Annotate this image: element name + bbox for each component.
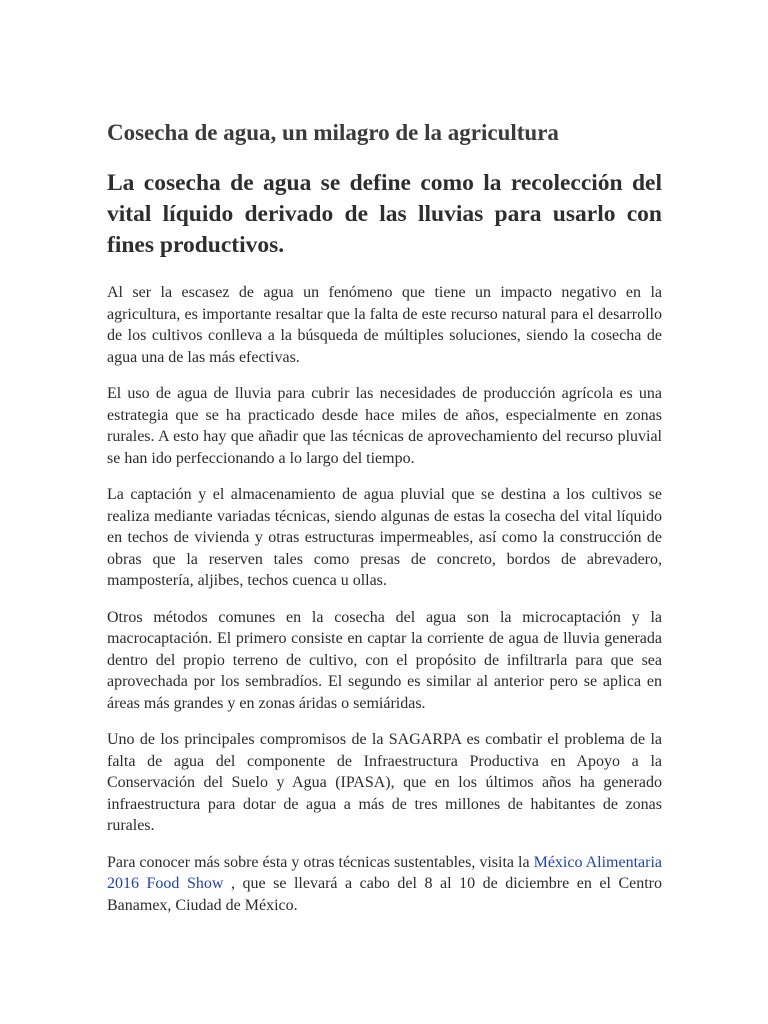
document-page: [107, 118, 662, 931]
closing-paragraph: [107, 852, 662, 917]
paragraph-3: La captación y el almacenamiento de agua pluvial que se destina a los cultivos se realiza mediante variadas técnicas, siendo algunas de estas la cosecha del vital líquido en techos de vivienda y otras estructuras impermeables, así como la construcción de obras que la reserven tales como presas de concreto, bordos de abrevadero, mampostería, aljibes, techos cuenca u ollas.: [107, 486, 662, 589]
article-title: Cosecha de agua, un milagro de la agricultura: [107, 120, 559, 145]
article-subtitle: La cosecha de agua se define como la recolección del vital líquido derivado de las lluvias para usarlo con fines productivos.: [107, 170, 662, 258]
paragraph-5: Uno de los principales compromisos de la SAGARPA es combatir el problema de la falta de agua del componente de Infraestructura Productiva en Apoyo a la Conservación del Suelo y Agua (IPASA), que en los últimos años ha generado infraestructura para dotar de agua a más de tres millones de habitantes de zonas rurales.: [107, 731, 662, 834]
paragraph-1: Al ser la escasez de agua un fenómeno que tiene un impacto negativo en la agricultura, es importante resaltar que la falta de este recurso natural para el desarrollo de los cultivos conlleva a la búsqueda de múltiples soluciones, siendo la cosecha de agua una de las más efectivas.: [107, 284, 662, 366]
closing-text-before-link: Para conocer más sobre ésta y otras técnicas sustentables, visita la: [107, 853, 534, 871]
closing-text-after-link: , que se llevará a cabo del 8 al 10 de diciembre en el Centro Banamex, Ciudad de México.: [107, 875, 662, 914]
mexico-alimentaria-link[interactable]: México Alimentaria 2016 Food Show: [107, 853, 663, 892]
paragraph-2: El uso de agua de lluvia para cubrir las necesidades de producción agrícola es una estrategia que se ha practicado desde hace miles de años, especialmente en zonas rurales. A esto hay que añadir que las técnicas de aprovechamiento del recurso pluvial se han ido perfeccionando a lo largo del tiempo.: [107, 385, 662, 467]
paragraph-4: Otros métodos comunes en la cosecha del agua son la microcaptación y la macrocaptación. El primero consiste en captar la corriente de agua de lluvia generada dentro del propio terreno de cultivo, con el propósito de infiltrarla para que sea aprovechada por los sembradíos. El segundo es similar al anterior pero se aplica en áreas más grandes y en zonas áridas o semiáridas.: [107, 608, 662, 712]
